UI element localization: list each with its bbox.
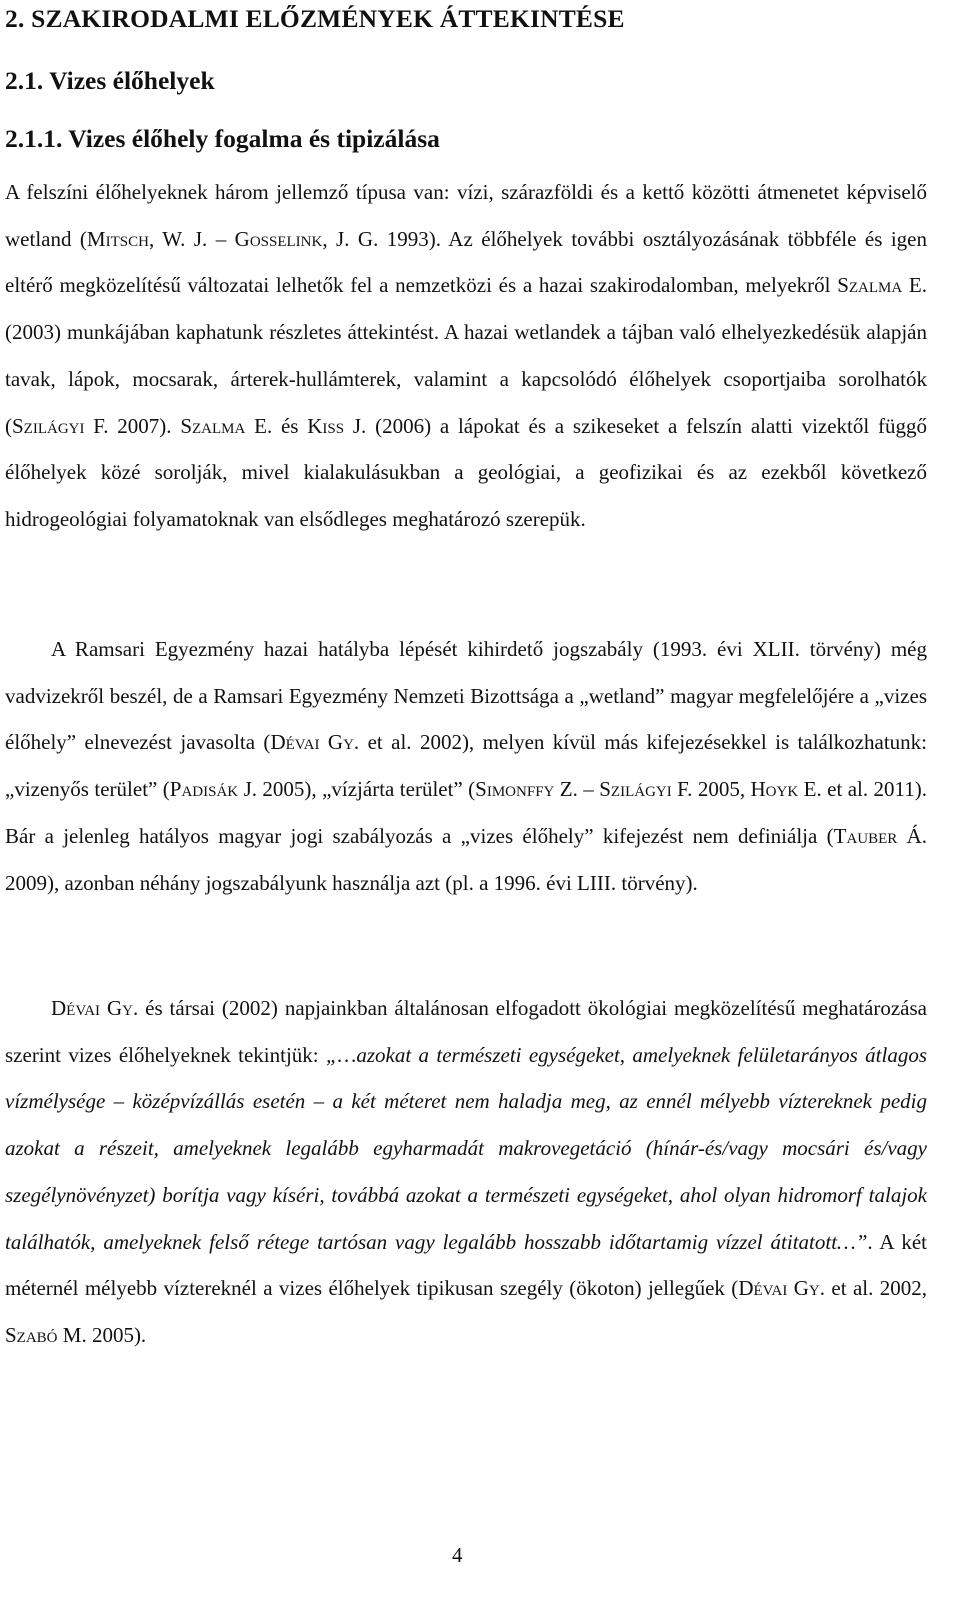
text-run: A Ramsari Egyezmény hazai hatályba lépését kihirdető jogszabály (1993. évi XLII. törvény) még vadvizekről beszél, de a Ramsari Egyezmény Nemzeti Bizottsága a „wetland” magyar megfelelőjére a „vizes élőhely” elnevezést javasolta ( bbox=[5, 637, 927, 755]
author-name: Dévai Gy bbox=[738, 1276, 820, 1301]
author-name: Szilágyi bbox=[12, 413, 85, 438]
text-run: Á. 2009), azonban néhány jogszabályunk használja azt (pl. a 1996. évi LIII. törvény). bbox=[5, 823, 928, 895]
paragraph-ramsar bbox=[5, 626, 927, 906]
author-name: Hoyk bbox=[750, 777, 799, 802]
text-run: M. 2005). bbox=[57, 1322, 147, 1347]
text-run: E. és bbox=[245, 413, 308, 438]
text-run: E. et al. 2011). Bár a jelenleg hatályos magyar jogi szabályozás a „vizes élőhely” kifejezést nem definiálja ( bbox=[5, 777, 927, 848]
author-name: Dévai Gy bbox=[270, 730, 354, 755]
definition-quote: „…azokat a természeti egységeket, amelyeknek felületarányos átlagos vízmélysége – középvízállás esetén – a két méteret nem haladja meg, az ennél mélyebb víztereknek pedig azokat a részeit, amelyeknek legalább egyharmadát makrovegetáció (hínár-és/vagy mocsári és/vagy szegélynövényzet) borítja vagy kíséri, továbbá azokat a természeti egységeket, ahol olyan hidromorf talajok találhatók, amelyeknek felső rétege tartósan vagy legalább hosszabb időtartamig vízzel átitatott…” bbox=[5, 1042, 928, 1254]
text-run: F. 2007). bbox=[84, 413, 181, 438]
chapter-heading: 2. SZAKIRODALMI ELŐZMÉNYEK ÁTTEKINTÉSE bbox=[5, 4, 625, 33]
text-run: J. 2005), „vízjárta terület” ( bbox=[238, 777, 476, 802]
author-name: Tauber bbox=[833, 823, 898, 848]
text-run: . et al. 2002), melyen kívül más kifejezésekkel is találkozhatunk: „vizenyős terület” ( bbox=[5, 730, 927, 802]
text-run: A felszíni élőhelyeknek három jellemző típusa van: vízi, szárazföldi és a kettő közötti átmenetet képviselő wetland ( bbox=[5, 180, 927, 251]
text-run: J. (2006) a lápokat és a szikeseket a felszín alatti vizektől függő élőhelyek közé sorolják, mivel kialakulásukban a geológiai, a geofizikai és az ezekből következő hidrogeológiai folyamatoknak van elsődleges meghatározó szerepük. bbox=[5, 413, 927, 531]
text-run: . et al. 2002, bbox=[819, 1276, 927, 1301]
text-run: Z. – bbox=[554, 777, 600, 802]
text-run: . és társai (2002) napjainkban általánosan elfogadott ökológiai megközelítésű meghatározása szerint vizes élőhelyeknek tekintjük: bbox=[5, 996, 927, 1067]
author-name: Gosselink bbox=[234, 226, 323, 251]
paragraph-devai-definition bbox=[5, 985, 927, 1359]
author-name: Mitsch bbox=[86, 226, 149, 251]
author-name: Simonffy bbox=[475, 777, 555, 802]
text-run: . A két méternél mélyebb víztereknél a vizes élőhelyek tipikusan szegély (ökoton) jellegűek ( bbox=[5, 1229, 927, 1301]
text-run: F. 2005, bbox=[671, 777, 751, 802]
text-run: E. (2003) munkájában kaphatunk részletes áttekintést. A hazai wetlandek a tájban való elhelyezkedésük alapján tavak, lápok, mocsarak, árterek-hullámterek, valamint a kapcsolódó élőhelyek csoportjaiba sorolhatók ( bbox=[5, 273, 927, 438]
author-name: Szalma bbox=[180, 413, 246, 438]
text-run: , J. G. 1993). Az élőhelyek további osztályozásának többféle és igen eltérő megközelítésű változatai lelhetők fel a nemzetközi és a hazai szakirodalomban, melyekről bbox=[5, 226, 927, 298]
page-number: 4 bbox=[452, 1543, 463, 1567]
text-run: , W. J. – bbox=[148, 226, 235, 251]
author-name: Kiss bbox=[307, 413, 345, 438]
section-heading: 2.1. Vizes élőhelyek bbox=[5, 66, 215, 95]
author-name: Padisák bbox=[169, 777, 239, 802]
author-name: Szabó bbox=[5, 1322, 58, 1347]
author-name: Szilágyi bbox=[599, 777, 672, 802]
author-name: Dévai Gy bbox=[51, 996, 133, 1020]
paragraph-definition-intro bbox=[5, 169, 927, 543]
author-name: Szalma bbox=[837, 273, 903, 298]
subsection-heading: 2.1.1. Vizes élőhely fogalma és tipizálása bbox=[5, 124, 440, 153]
